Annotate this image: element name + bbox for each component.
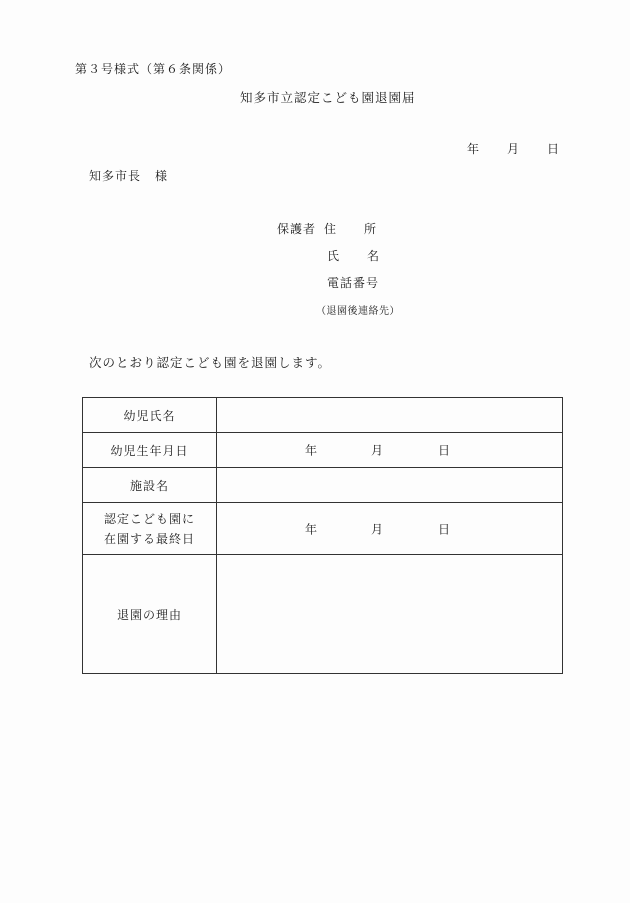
addressee (89, 167, 168, 184)
phone-label: 電話番号 (327, 276, 380, 290)
address-label-1: 住 (324, 222, 338, 236)
guardian-label: 保護者 (277, 222, 317, 236)
form-number: 第３号様式（第６条関係） (75, 62, 232, 76)
table-row (83, 398, 563, 433)
table-row (83, 503, 563, 555)
last-year-label: 年 (305, 522, 319, 536)
facility-label: 施設名 (83, 468, 217, 503)
birth-day-label: 日 (438, 443, 452, 458)
reason-field[interactable] (217, 555, 563, 674)
facility-field[interactable] (217, 468, 563, 503)
child-name-field[interactable] (217, 398, 563, 433)
statement: 次のとおり認定こども園を退園します。 (89, 355, 332, 370)
name-label-1: 氏 (327, 249, 341, 263)
address-label-2: 所 (364, 222, 378, 236)
last-month-label: 月 (371, 522, 385, 536)
addressee-honorific: 様 (155, 169, 169, 183)
last-day-label (83, 503, 217, 555)
table-row (83, 433, 563, 468)
birth-date-field[interactable] (217, 433, 563, 468)
addressee-name: 知多市長 (89, 169, 142, 183)
date-line (467, 140, 560, 157)
contact-note: （退園後連絡先） (316, 306, 400, 317)
birth-date-label: 幼児生年月日 (83, 433, 217, 468)
last-day-day-label: 日 (438, 522, 452, 536)
last-day-label-line2: 在園する最終日 (103, 531, 195, 546)
birth-month-label: 月 (371, 443, 385, 458)
reason-label: 退園の理由 (83, 555, 217, 674)
date-day-label: 日 (547, 142, 561, 156)
birth-year-label: 年 (305, 443, 319, 458)
name-label-2: 名 (367, 249, 381, 263)
last-day-label-line1: 認定こども園に (103, 511, 195, 526)
child-name-label: 幼児氏名 (83, 398, 217, 433)
guardian-address-row (277, 220, 377, 237)
guardian-name-row (327, 247, 380, 264)
date-month-label: 月 (507, 142, 521, 156)
table-row (83, 555, 563, 674)
withdrawal-form-table (82, 397, 563, 674)
document-title: 知多市立認定こども園退園届 (240, 90, 416, 105)
table-row (83, 468, 563, 503)
date-year-label: 年 (467, 142, 481, 156)
last-day-field[interactable] (217, 503, 563, 555)
